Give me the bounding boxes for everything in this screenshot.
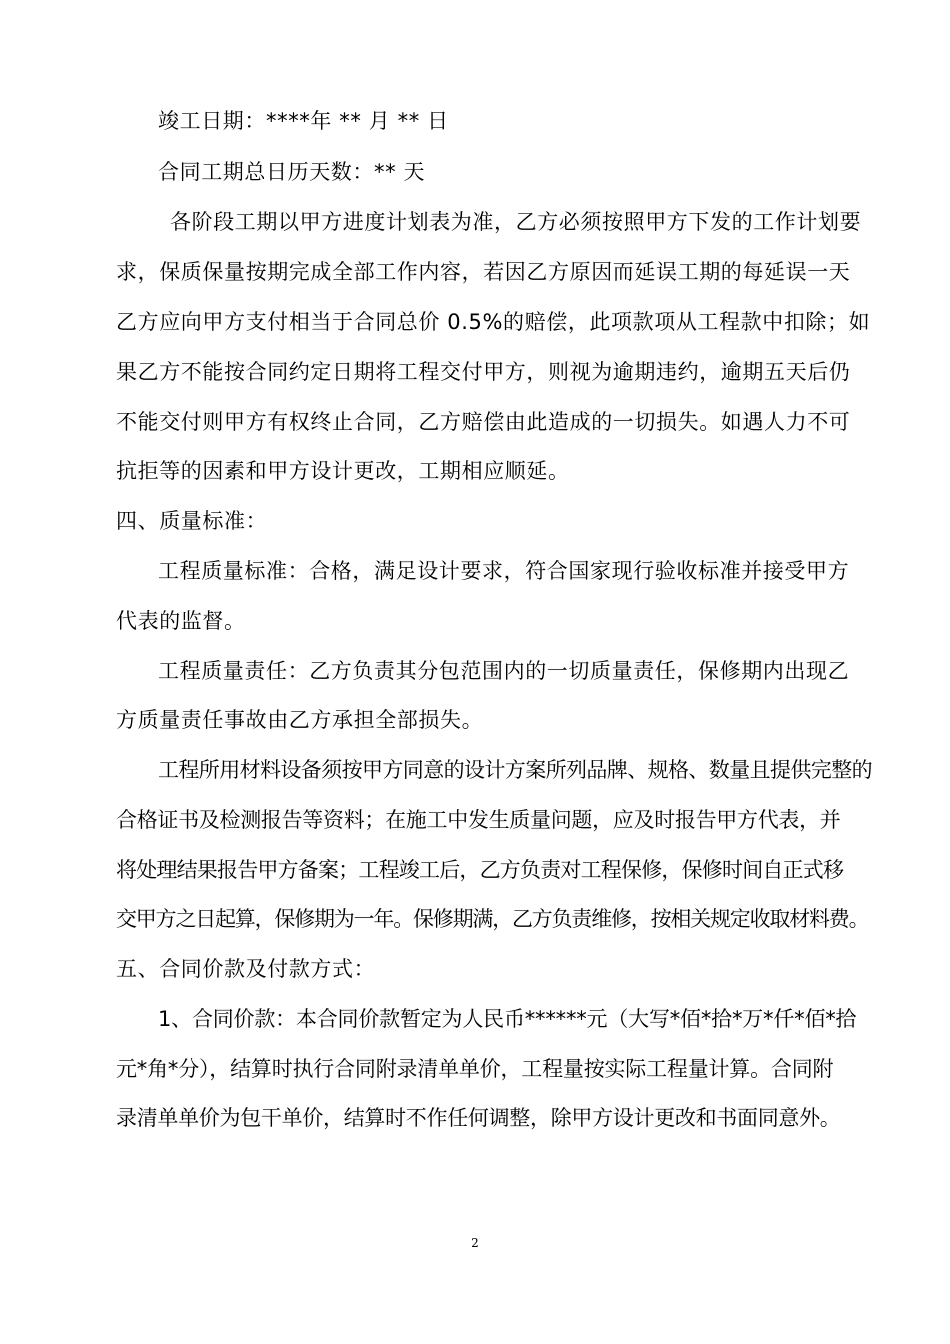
- paragraph-line: 工程质量责任：乙方负责其分包范围内的一切质量责任，保修期内出现乙: [158, 659, 850, 683]
- paragraph-line: 抗拒等的因素和甲方设计更改，工期相应顺延。: [116, 459, 570, 483]
- paragraph-line: 1、合同价款：本合同价款暂定为人民币******元（大写*佰*拾*万*仟*佰*拾: [158, 1007, 857, 1031]
- paragraph-line: 将处理结果报告甲方备案；工程竣工后，乙方负责对工程保修，保修时间自正式移: [116, 858, 844, 882]
- paragraph-line: 方质量责任事故由乙方承担全部损失。: [116, 708, 484, 732]
- paragraph-line: 合格证书及检测报告等资料；在施工中发生质量问题，应及时报告甲方代表，并: [116, 808, 841, 832]
- paragraph-line: 乙方应向甲方支付相当于合同总价 0.5%的赔偿，此项款项从工程款中扣除；如: [116, 310, 871, 334]
- paragraph-line: 录清单单价为包干单价，结算时不作任何调整，除甲方设计更改和书面同意外。: [116, 1106, 841, 1130]
- paragraph-line: 求，保质保量按期完成全部工作内容，若因乙方原因而延误工期的每延误一天: [116, 260, 851, 284]
- total-duration-line: 合同工期总日历天数：** 天: [158, 160, 426, 184]
- paragraph-line: 元*角*分），结算时执行合同附录清单单价，工程量按实际工程量计算。合同附: [116, 1057, 834, 1081]
- paragraph-line: 代表的监督。: [116, 609, 246, 633]
- paragraph-line: 各阶段工期以甲方进度计划表为准，乙方必须按照甲方下发的工作计划要: [170, 210, 862, 234]
- paragraph-line: 工程所用材料设备须按甲方同意的设计方案所列品牌、规格、数量且提供完整的: [158, 758, 872, 782]
- paragraph-line: 交甲方之日起算，保修期为一年。保修期满，乙方负责维修，按相关规定收取材料费。: [116, 907, 869, 931]
- completion-date-line: 竣工日期：****年 ** 月 ** 日: [158, 109, 449, 133]
- page-number: 2: [471, 1236, 479, 1250]
- section-heading-quality: 四、质量标准：: [116, 509, 268, 533]
- paragraph-line: 工程质量标准：合格，满足设计要求，符合国家现行验收标准并接受甲方: [158, 559, 850, 583]
- paragraph-line: 果乙方不能按合同约定日期将工程交付甲方，则视为逾期违约，逾期五天后仍: [116, 360, 851, 384]
- section-heading-price: 五、合同价款及付款方式：: [116, 957, 376, 981]
- paragraph-line: 不能交付则甲方有权终止合同，乙方赔偿由此造成的一切损失。如遇人力不可: [116, 410, 851, 434]
